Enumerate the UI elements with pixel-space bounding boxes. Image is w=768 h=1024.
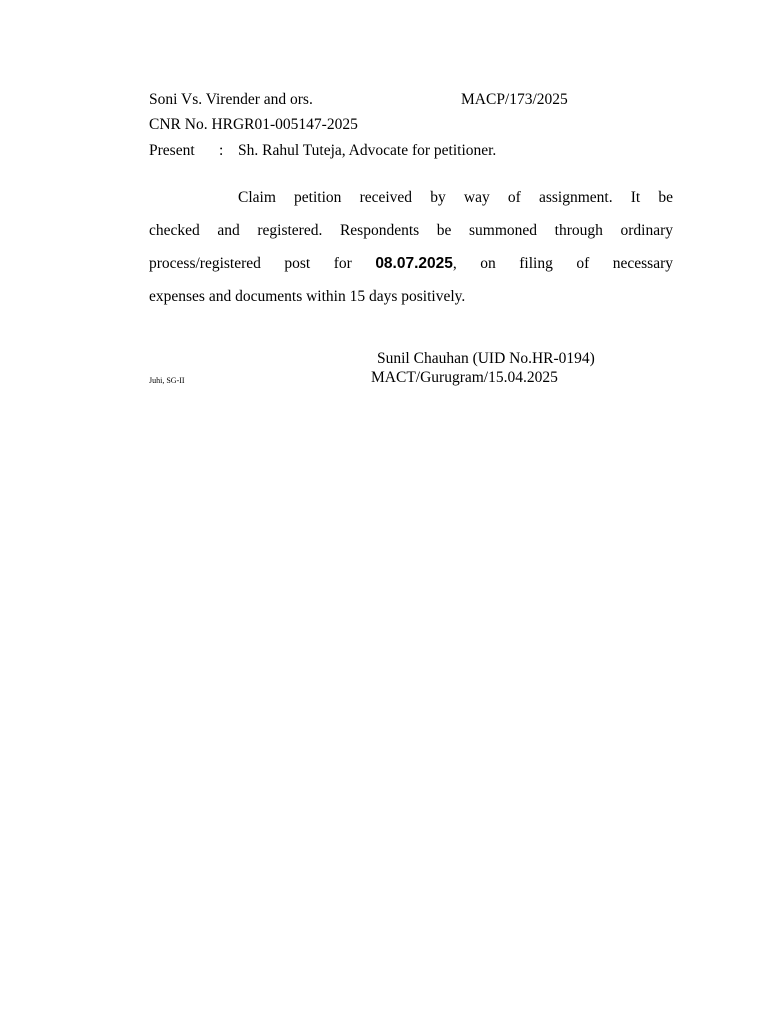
typist-initials: Juhi, SG-II [149, 376, 185, 385]
signer-name: Sunil Chauhan (UID No.HR-0194) [377, 350, 595, 367]
present-label: Present [149, 142, 195, 159]
present-text: Sh. Rahul Tuteja, Advocate for petitioner. [238, 142, 497, 159]
line-3-text-after: , on filing of necessary [452, 255, 673, 272]
present-colon: : [219, 142, 224, 159]
line-3-text-before: process/registered post for [149, 255, 376, 272]
paragraph-line-2: checked and registered. Respondents be summoned through ordinary [149, 222, 673, 239]
case-number: MACP/173/2025 [461, 91, 568, 108]
case-title: Soni Vs. Virender and ors. [149, 91, 313, 108]
paragraph-line-3 [149, 255, 673, 273]
paragraph-line-1: Claim petition received by way of assignment. It be [238, 189, 673, 206]
next-date: 08.07.2025 [375, 255, 453, 272]
cnr-number: CNR No. HRGR01-005147-2025 [149, 116, 358, 133]
signer-place-date: MACT/Gurugram/15.04.2025 [371, 369, 558, 386]
paragraph-line-4: expenses and documents within 15 days positively. [149, 288, 466, 305]
